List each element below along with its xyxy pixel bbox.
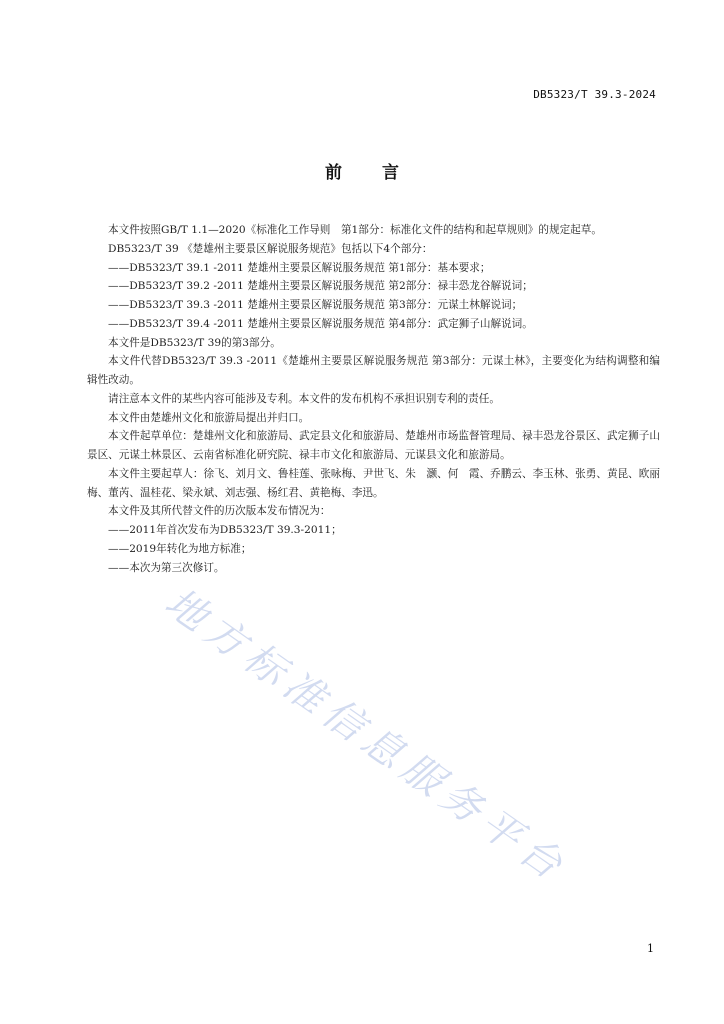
paragraph-drafting-units: 本文件起草单位：楚雄州文化和旅游局、武定县文化和旅游局、楚雄州市场监督管理局、禄丰恐龙谷景区、武定狮子山景区、元谋土林景区、云南省标准化研究院、禄丰市文化和旅游局、元谋县文化和旅游局。 <box>87 430 660 461</box>
paragraph-parts-intro: DB5323/T 39 《楚雄州主要景区解说服务规范》包括以下4个部分： <box>108 242 433 255</box>
foreword-body <box>87 221 660 577</box>
paragraph-history-2011: ——2011年首次发布为DB5323/T 39.3-2011； <box>108 524 342 536</box>
page-title <box>0 158 724 183</box>
paragraph-part-3: ——DB5323/T 39.3 -2011 楚雄州主要景区解说服务规范 第3部分：元谋土林解说词； <box>108 299 523 311</box>
paragraph-part-4: ——DB5323/T 39.4 -2011 楚雄州主要景区解说服务规范 第4部分：武定狮子山解说词。 <box>108 317 533 330</box>
paragraph-history-intro: 本文件及其所代替文件的历次版本发布情况为： <box>108 505 331 518</box>
paragraph-drafting-basis: 本文件按照GB/T 1.1—2020《标准化工作导则 第1部分：标准化文件的结构和起草规则》的规定起草。 <box>108 224 602 236</box>
paragraph-this-part: 本文件是DB5323/T 39的第3部分。 <box>108 336 281 349</box>
paragraph-proposed-by: 本文件由楚雄州文化和旅游局提出并归口。 <box>108 411 310 424</box>
title-char-1: 前 <box>325 163 342 183</box>
title-char-2: 言 <box>382 163 399 183</box>
paragraph-drafters: 本文件主要起草人：徐飞、刘月文、鲁桂莲、张咏梅、尹世飞、朱 灏、何 霞、乔鹏云、李玉林、张勇、黄昆、欧丽梅、董芮、温桂花、梁永斌、刘志强、杨红君、黄艳梅、李迅。 <box>87 467 660 499</box>
paragraph-part-2: ——DB5323/T 39.2 -2011 楚雄州主要景区解说服务规范 第2部分：禄丰恐龙谷解说词； <box>108 280 533 293</box>
paragraph-part-1: ——DB5323/T 39.1 -2011 楚雄州主要景区解说服务规范 第1部分：基本要求； <box>108 261 491 274</box>
paragraph-patent-notice: 请注意本文件的某些内容可能涉及专利。本文件的发布机构不承担识别专利的责任。 <box>108 392 500 405</box>
paragraph-replaces: 本文件代替DB5323/T 39.3 -2011《楚雄州主要景区解说服务规范 第3部分：元谋土林》，主要变化为结构调整和编辑性改动。 <box>87 355 660 386</box>
paragraph-history-2019: ——2019年转化为地方标准； <box>108 542 252 555</box>
platform-watermark: 地方标准信息服务平台 <box>156 579 577 893</box>
paragraph-history-current: ——本次为第三次修订。 <box>108 561 225 574</box>
page-number: 1 <box>647 942 654 955</box>
document-code-header: DB5323/T 39.3-2024 <box>533 88 656 101</box>
